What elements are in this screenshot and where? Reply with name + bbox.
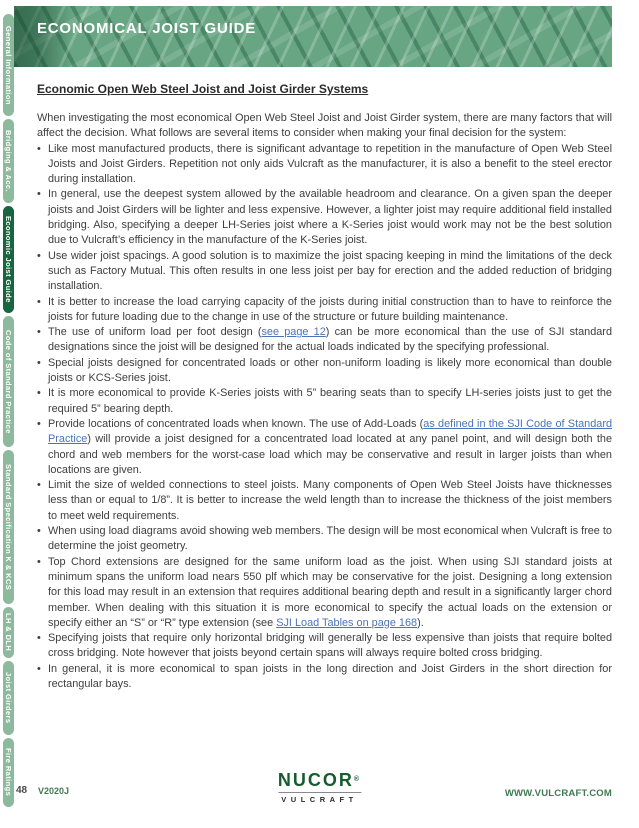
sidebar	[3, 14, 14, 807]
sidebar-tab-lh-dlh[interactable]	[3, 607, 14, 658]
inline-link[interactable]: SJI Load Tables on page 168	[276, 616, 418, 629]
sidebar-tab-label: Joist Girders	[4, 672, 13, 724]
bullet-item: • The use of uniform load per foot design (see page 12) can be more economical than the use of SJI standard designations since the joist will be designed for the actual loads indicated by the specifying professional.	[37, 325, 612, 356]
bullet-item: • In general, use the deepest system allowed by the available headroom and clearance. On a given span the deeper joists and Joist Girders will be lighter and less expensive. However, a lighter joist may require additional field installed bridging. Also, specifying a deeper LH-Series joist where a K-Series joist would work may not be the best solution due to Vulcraft’s efficiency in the manufacture of the K-Series joist.	[37, 187, 612, 248]
bullet-item: • Provide locations of concentrated loads when known. The use of Add-Loads (as defined in the SJI Code of Standard Practice) will provide a joist designed for a concentrated load located at any panel point, and will design both the chord and web members for the worst-case load which may be conservative and result in larger joists than when locations are given.	[37, 417, 612, 478]
bullet-item: • It is more economical to provide K-Series joists with 5” bearing seats than to specify LH-series joists just to get the required 5” bearing depth.	[37, 386, 612, 417]
website-link[interactable]: WWW.VULCRAFT.COM	[504, 788, 612, 799]
bullet-item: • It is better to increase the load carrying capacity of the joists during initial construction than to have to reinforce the joists for future loading due to the change in use of the structure or future building maintenance.	[37, 295, 612, 326]
sidebar-tab-label: Fire Ratings	[4, 748, 13, 797]
sidebar-tab-general-information[interactable]	[3, 14, 14, 116]
logo-vulcraft-text: VULCRAFT	[278, 792, 361, 804]
inline-link[interactable]: see page 12	[261, 326, 326, 339]
doc-code: V2020J	[38, 786, 70, 796]
bullet-item: • Like most manufactured products, there is significant advantage to repetition in the manufacture of Open Web Steel Joists and Joist Girders. Repetition not only aids Vulcraft as the manufacturer, it is also a benefit to the steel erector during installation.	[37, 142, 612, 188]
bullet-item: • In general, it is more economical to span joists in the long direction and Joist Girders in the short direction for rectangular bays.	[37, 662, 612, 693]
main-content	[37, 82, 612, 692]
bullet-item: • Specifying joists that require only horizontal bridging will generally be less expensive than joists that require bolted cross bridging. Note however that joists beyond certain spans will always require bolted cross bridging.	[37, 631, 612, 662]
sidebar-tab-label: Code of Standard Practice	[4, 329, 13, 434]
sidebar-tab-label: LH & DLH	[4, 613, 13, 652]
intro-paragraph: When investigating the most economical Open Web Steel Joist and Joist Girder system, there are many factors that will affect the decision. What follows are several items to consider when making your final decision for the system:	[37, 112, 612, 140]
page-number: 48	[16, 785, 28, 796]
sidebar-tab-label: General Information	[4, 25, 13, 105]
bullet-item: • Special joists designed for concentrated loads or other non-uniform loading is likely more economical than double joists or KCS-Series joist.	[37, 356, 612, 387]
sidebar-tab-joist-girders[interactable]	[3, 661, 14, 735]
logo-nucor-text: NUCOR®	[277, 770, 362, 790]
sidebar-tab-fire-ratings[interactable]	[3, 738, 14, 807]
sidebar-tab-bridging-acc[interactable]	[3, 119, 14, 203]
inline-link[interactable]: as defined in the SJI Code of Standard Practice	[48, 417, 613, 446]
section-heading: Economic Open Web Steel Joist and Joist Girder Systems	[37, 82, 369, 96]
header-banner	[14, 6, 612, 67]
sidebar-tab-code-of-standard-practice[interactable]	[3, 316, 14, 447]
sidebar-tab-label: Bridging & Acc.	[4, 130, 13, 192]
sidebar-tab-standard-specification-k-kcs[interactable]	[3, 450, 14, 604]
nucor-vulcraft-logo	[278, 771, 361, 804]
bullet-list	[37, 142, 612, 693]
bullet-item: • Use wider joist spacings. A good solution is to maximize the joist spacing keeping in mind the limitations of the deck such as Factory Mutual. This often results in one less joist per bay for erection and the added reduction of bridging installation.	[37, 249, 612, 295]
sidebar-tab-economic-joist-guide[interactable]	[3, 206, 14, 313]
bullet-item: • Limit the size of welded connections to steel joists. Many components of Open Web Steel Joists have thicknesses less than or equal to 1/8”. It is better to increase the weld length than to increase the thickness of the joist members to meet weld requirements.	[37, 478, 612, 524]
page-title: ECONOMICAL JOIST GUIDE	[37, 20, 257, 37]
registered-mark: ®	[353, 776, 362, 783]
sidebar-tab-label: Economic Joist Guide	[4, 216, 13, 303]
sidebar-tab-label: Standard Specification K & KCS	[4, 463, 13, 591]
bullet-item: • Top Chord extensions are designed for the same uniform load as the joist. When using SJI standard joists at minimum spans the uniform load nears 550 plf which may be conservative for the joist. Designing a long extension for this load may result in an extension that requires additional bearing depth and result in a significantly larger chord member. When dealing with this situation it is more economical to specify the actual loads on the extension or specify either an “S” or “R” type extension (see SJI Load Tables on page 168).	[37, 555, 612, 631]
bullet-item: • When using load diagrams avoid showing web members. The design will be most economical when Vulcraft is free to determine the joist geometry.	[37, 524, 612, 555]
